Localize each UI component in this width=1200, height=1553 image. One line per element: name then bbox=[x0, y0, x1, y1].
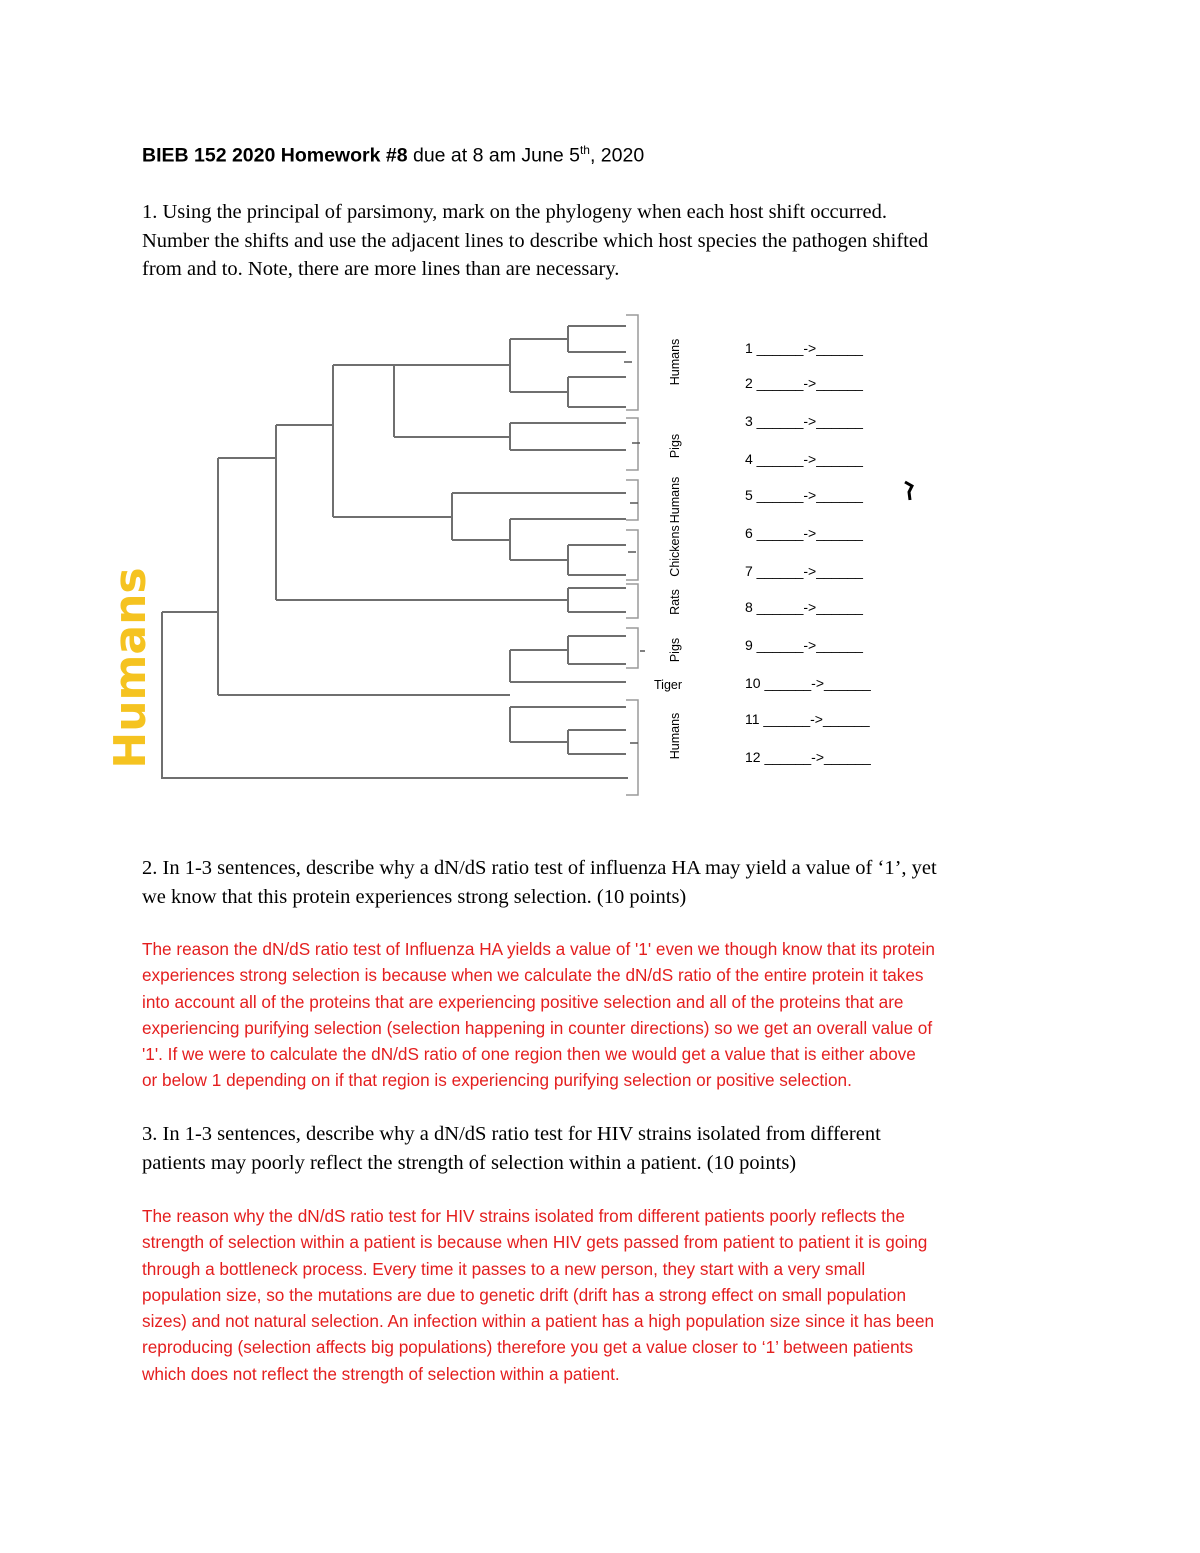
title-due: due at 8 am June 5 bbox=[407, 144, 580, 167]
answer-3-line: The reason why the dN/dS ratio test for HIV strains isolated from different patients poorly reflects the bbox=[142, 1206, 905, 1226]
host-labels bbox=[654, 339, 682, 760]
shift-line-12: 12 ______->______ bbox=[745, 749, 871, 765]
answer-3-line: through a bottleneck process. Every time it passes to a new person, they start with a very small bbox=[142, 1258, 866, 1279]
question-3-line: 3. In 1-3 sentences, describe why a dN/dS ratio test for HIV strains isolated from different bbox=[142, 1123, 881, 1145]
answer-2 bbox=[142, 936, 935, 1094]
clade-brackets bbox=[626, 315, 638, 795]
host-label: Pigs bbox=[668, 433, 682, 459]
tree-branch bbox=[452, 493, 626, 540]
host-label: Humans bbox=[668, 338, 682, 386]
question-2-line: we know that this protein experiences strong selection. (10 points) bbox=[142, 885, 687, 908]
clade-bracket bbox=[626, 480, 638, 520]
host-label: Humans bbox=[668, 476, 682, 524]
tree-branch bbox=[568, 730, 626, 754]
handwritten-note: Humans bbox=[105, 567, 156, 769]
answer-3-line: sizes) and not natural selection. An infection within a patient has a high population size since it has been bbox=[142, 1311, 935, 1332]
shift-line-7: 7 ______->______ bbox=[745, 563, 863, 579]
shift-line-8: 8 ______->______ bbox=[745, 599, 863, 615]
tree-branch bbox=[510, 339, 568, 392]
tree-branch bbox=[394, 365, 510, 437]
tree-branch bbox=[568, 326, 626, 352]
title-due-sup: th bbox=[579, 143, 590, 157]
host-label: Humans bbox=[668, 712, 682, 760]
answer-2-line: The reason the dN/dS ratio test of Influenza HA yields a value of '1' even we though know that its protein bbox=[142, 939, 935, 959]
question-3-line: patients may poorly reflect the strength of selection within a patient. (10 points) bbox=[142, 1151, 797, 1174]
clade-bracket bbox=[626, 584, 638, 618]
host-label: Chickens bbox=[668, 525, 682, 577]
host-label: Rats bbox=[668, 589, 682, 615]
tree-branch bbox=[568, 636, 626, 664]
answer-3 bbox=[142, 1203, 934, 1387]
tree-branch bbox=[510, 423, 626, 450]
answer-2-line: experiences strong selection is because when we calculate the dN/dS ratio of the entire protein it takes bbox=[142, 965, 924, 986]
answer-3-line: strength of selection within a patient is because when HIV gets passed from patient to patient it is going bbox=[142, 1232, 928, 1253]
shift-line-3: 3 ______->______ bbox=[745, 413, 863, 429]
shift-line-6: 6 ______->______ bbox=[745, 525, 863, 541]
tree-branch bbox=[333, 365, 452, 517]
clade-bracket bbox=[626, 628, 638, 668]
answer-3-line: reproducing (selection affects big populations) therefore you get a value closer to ‘1’ between patients bbox=[142, 1337, 914, 1358]
clade-bracket bbox=[626, 418, 638, 470]
shift-line-5: 5 ______->______ bbox=[745, 487, 863, 503]
question-2 bbox=[142, 854, 937, 911]
answer-2-line: or below 1 depending on if that region is experiencing purifying selection or positive selection. bbox=[142, 1070, 852, 1091]
tree-branch bbox=[568, 377, 626, 407]
title-course: BIEB 152 2020 Homework #8 bbox=[142, 144, 408, 167]
answer-3-line: population size, so the mutations are due to genetic drift (drift has a strong effect on small population bbox=[142, 1284, 907, 1305]
clade-bracket bbox=[626, 530, 638, 580]
host-label: Pigs bbox=[668, 637, 682, 663]
tree-branch bbox=[276, 425, 568, 600]
question-1-line: Number the shifts and use the adjacent lines to describe which host species the pathogen shifted bbox=[142, 229, 929, 252]
shift-line-9: 9 ______->______ bbox=[745, 637, 863, 653]
tree-branch bbox=[568, 545, 626, 575]
title-due-year: , 2020 bbox=[589, 144, 645, 167]
question-1-line: 1. Using the principal of parsimony, mark on the phylogeny when each host shift occurred. bbox=[142, 201, 888, 223]
question-1-line: from and to. Note, there are more lines than are necessary. bbox=[142, 258, 620, 280]
shift-line-1: 1 ______->______ bbox=[745, 340, 863, 356]
clade-bracket bbox=[626, 700, 638, 795]
question-3 bbox=[142, 1120, 881, 1177]
answer-3-line: which does not reflect the strength of selection within a patient. bbox=[142, 1363, 620, 1384]
answer-2-line: into account all of the proteins that are experiencing positive selection and all of the proteins that are bbox=[142, 991, 904, 1012]
host-label: Tiger bbox=[654, 678, 683, 692]
question-2-line: 2. In 1-3 sentences, describe why a dN/dS ratio test of influenza HA may yield a value of ‘1’, yet bbox=[142, 857, 937, 879]
shift-answer-lines bbox=[745, 340, 871, 765]
answer-2-line: experiencing purifying selection (selection happening in counter directions) so we get an overall value of bbox=[142, 1017, 933, 1038]
phylogeny-tree bbox=[162, 326, 628, 778]
shift-line-11: 11 ______->______ bbox=[745, 711, 870, 727]
shift-line-10: 10 ______->______ bbox=[745, 675, 871, 691]
answer-2-line: '1'. If we were to calculate the dN/dS ratio of one region then we would get a value that is either above bbox=[142, 1044, 916, 1065]
bracket-ticks bbox=[624, 362, 645, 743]
tree-branch bbox=[568, 588, 626, 612]
shift-line-2: 2 ______->______ bbox=[745, 375, 863, 391]
shift-line-4: 4 ______->______ bbox=[745, 451, 863, 467]
stray-ink-mark bbox=[905, 482, 912, 500]
